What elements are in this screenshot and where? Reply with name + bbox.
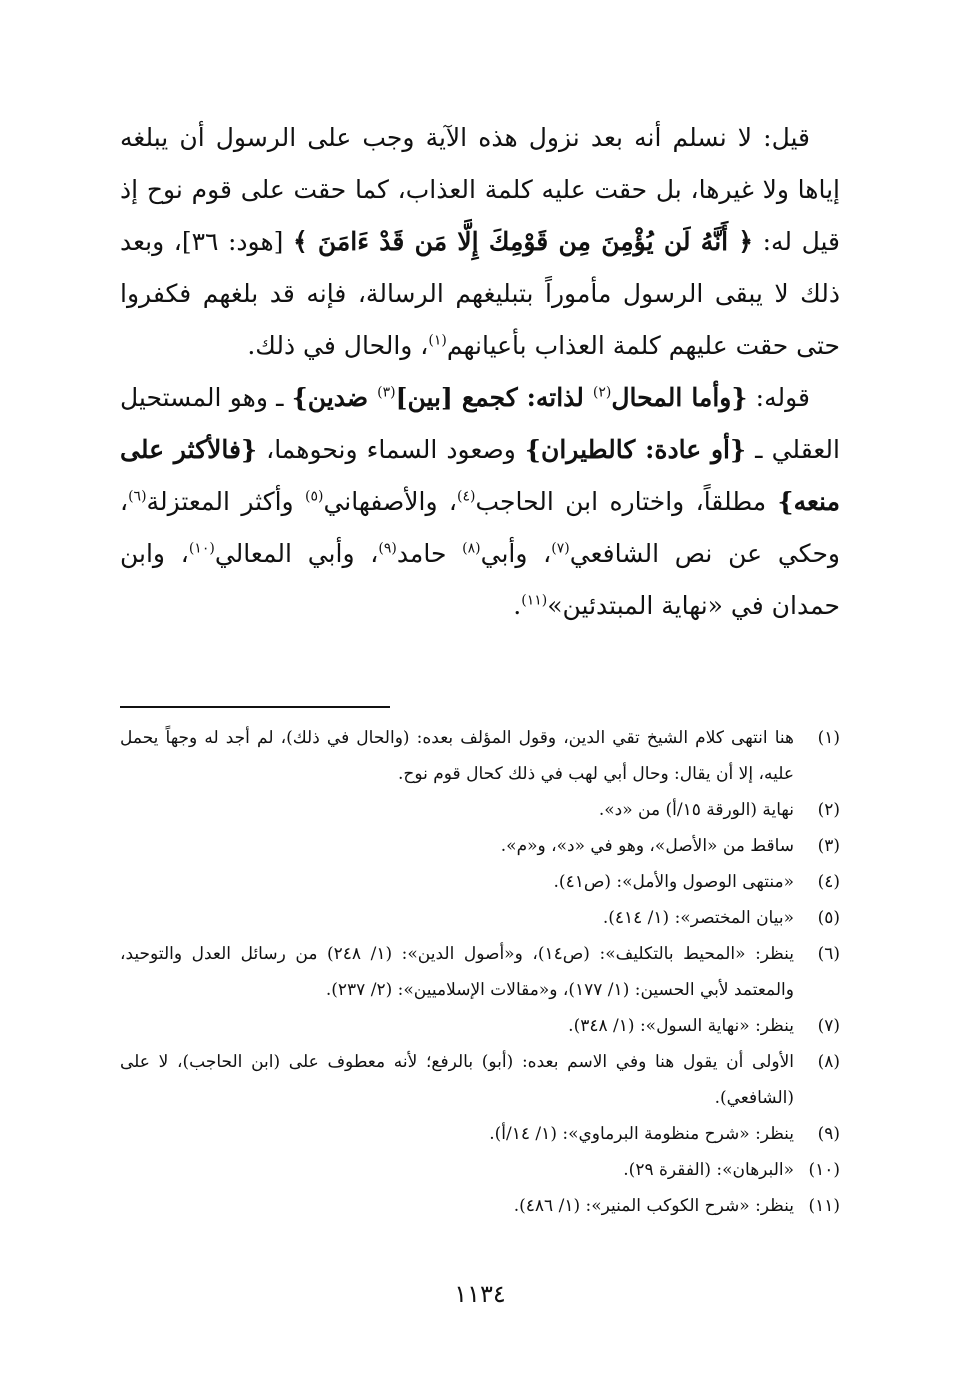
footnote-number: (٥)	[817, 908, 840, 928]
footnote-text: ينظر: «شرح الكوكب المنير»: (١/ ٤٨٦).	[513, 1196, 794, 1216]
footnote-number: (١٠)	[808, 1160, 840, 1180]
commentary-text-1: ـ وهو المستحيل العقلي ـ	[120, 383, 840, 464]
footnote-ref-8: (٨)	[462, 540, 481, 557]
footnote-item	[120, 1116, 840, 1152]
paragraph-2	[120, 372, 840, 632]
footnote-ref-5: (٥)	[304, 488, 324, 505]
matn-text-3: ضدين}	[291, 383, 378, 412]
footnote-divider	[120, 706, 390, 708]
footnote-item	[120, 1188, 840, 1224]
commentary-text-8: حامد	[396, 539, 463, 568]
footnote-number: (٨)	[817, 1052, 840, 1072]
footnote-item	[120, 828, 840, 864]
footnotes-section	[120, 678, 840, 1224]
footnote-item	[120, 720, 840, 792]
matn-text-4: {أو عادة: كالطيران}	[524, 435, 747, 464]
footnote-text: ينظر: «شرح منظومة البرماوي»: (١/ ١٤/أ).	[489, 1124, 794, 1144]
footnote-ref-9: (٩)	[378, 540, 397, 557]
paragraph-1-ending: ، والحال في ذلك.	[247, 331, 429, 360]
footnote-number: (٣)	[817, 836, 840, 856]
footnote-number: (١)	[817, 728, 840, 748]
footnote-ref-10: (١٠)	[188, 540, 215, 557]
matn-text-5: {فالأكثر على منعه}	[120, 435, 840, 516]
footnote-ref-4: (٤)	[456, 488, 476, 505]
footnote-ref-1: (١)	[428, 332, 447, 349]
footnote-text: «البرهان»: (الفقرة ٢٩).	[623, 1160, 794, 1180]
footnote-ref-11: (١١)	[521, 592, 548, 609]
commentary-text-9: ، وأبي المعالي	[214, 539, 379, 568]
footnote-number: (٩)	[817, 1124, 840, 1144]
footnote-ref-2: (٢)	[592, 384, 612, 401]
commentary-text-11: .	[513, 591, 522, 620]
paragraph-1	[120, 112, 840, 372]
footnote-item	[120, 1152, 840, 1188]
footnote-number: (٢)	[817, 800, 840, 820]
footnote-item	[120, 1008, 840, 1044]
paragraph-2-lead: قوله:	[747, 383, 810, 412]
commentary-text-5: وأكثر المعتزلة	[146, 487, 305, 516]
footnote-number: (٤)	[817, 872, 840, 892]
footnote-text: ساقط من «الأصل»، وهو في «د»، و«م».	[500, 836, 794, 856]
footnote-ref-7: (٧)	[551, 540, 570, 557]
commentary-text-6: ، وحكي عن نص الشافعي	[120, 487, 840, 568]
footnote-item	[120, 792, 840, 828]
footnote-text: «بيان المختصر»: (١/ ٤١٤).	[602, 908, 794, 928]
commentary-text-10: ، وابن حمدان في «نهاية المبتدئين»	[120, 539, 840, 620]
quran-verse: ﴿ أَنَّهُ لَن يُؤْمِنَ مِن قَوْمِكَ إِلَّا مَن قَدْ ءَامَنَ ﴾	[292, 227, 754, 256]
footnote-text: هنا انتهى كلام الشيخ تقي الدين، وقول المؤلف بعده: (والحال في ذلك)، لم أجد له وجهاً يحمل عليه، إلا أن يقال: وحال أبي لهب في ذلك كحال قوم نوح.	[120, 728, 794, 784]
footnote-item	[120, 1044, 840, 1116]
footnote-text: ينظر: «نهاية السول»: (١/ ٣٤٨).	[568, 1016, 794, 1036]
commentary-text-4: ، والأصفهاني	[323, 487, 457, 516]
page-number: ١١٣٤	[454, 1280, 506, 1308]
footnote-ref-3: (٣)	[377, 384, 396, 401]
footnote-text: «منتهى الوصول والأمل»: (ص٤١).	[553, 872, 794, 892]
main-text	[120, 112, 840, 632]
matn-text-2: لذاته: كجمع [بين]	[395, 383, 593, 412]
main-text-block	[120, 112, 840, 632]
footnote-number: (١١)	[808, 1196, 840, 1216]
commentary-text-3: مطلقاً، واختاره ابن الحاجب	[475, 487, 778, 516]
footnote-text: نهاية (الورقة ١٥/أ) من «د».	[598, 800, 794, 820]
matn-text-1: {وأما المحال	[611, 383, 748, 412]
commentary-text-2: وصعود السماء ونحوهما،	[257, 435, 525, 464]
paragraph-1-after-verse: [هود: ٣٦]، وبعد ذلك لا يبقى الرسول مأموراً بتبليغهم الرسالة، فإنه قد بلغهم فكفروا حتى حقت عليهم كلمة العذاب بأعيانهم	[120, 227, 840, 360]
paragraph-1-text: قيل: لا نسلم أنه بعد نزول هذه الآية وجب على الرسول أن يبلغه إياها ولا غيرها، بل حقت عليه كلمة العذاب، كما حقت على قوم نوح إذ قيل له:	[120, 123, 841, 256]
footnote-item	[120, 864, 840, 900]
footnote-list	[120, 720, 840, 1224]
commentary-text-7: ، وأبي	[480, 539, 552, 568]
footnote-ref-6: (٦)	[128, 488, 147, 505]
footnote-item	[120, 900, 840, 936]
footnote-text: ينظر: «المحيط بالتكليف»: (ص١٤)، و«أصول الدين»: (١/ ٢٤٨) من رسائل العدل والتوحيد، والمعتمد لأبي الحسين: (١/ ١٧٧)، و«مقالات الإسلاميين»: (٢/ ٢٣٧).	[120, 944, 794, 1000]
footnote-number: (٦)	[817, 944, 840, 964]
footnote-number: (٧)	[817, 1016, 840, 1036]
footnote-item	[120, 936, 840, 1008]
footnote-text: الأولى أن يقول هنا وفي الاسم بعده: (أبو) بالرفع؛ لأنه معطوف على (ابن الحاجب)، لا على (الشافعي).	[120, 1052, 794, 1108]
